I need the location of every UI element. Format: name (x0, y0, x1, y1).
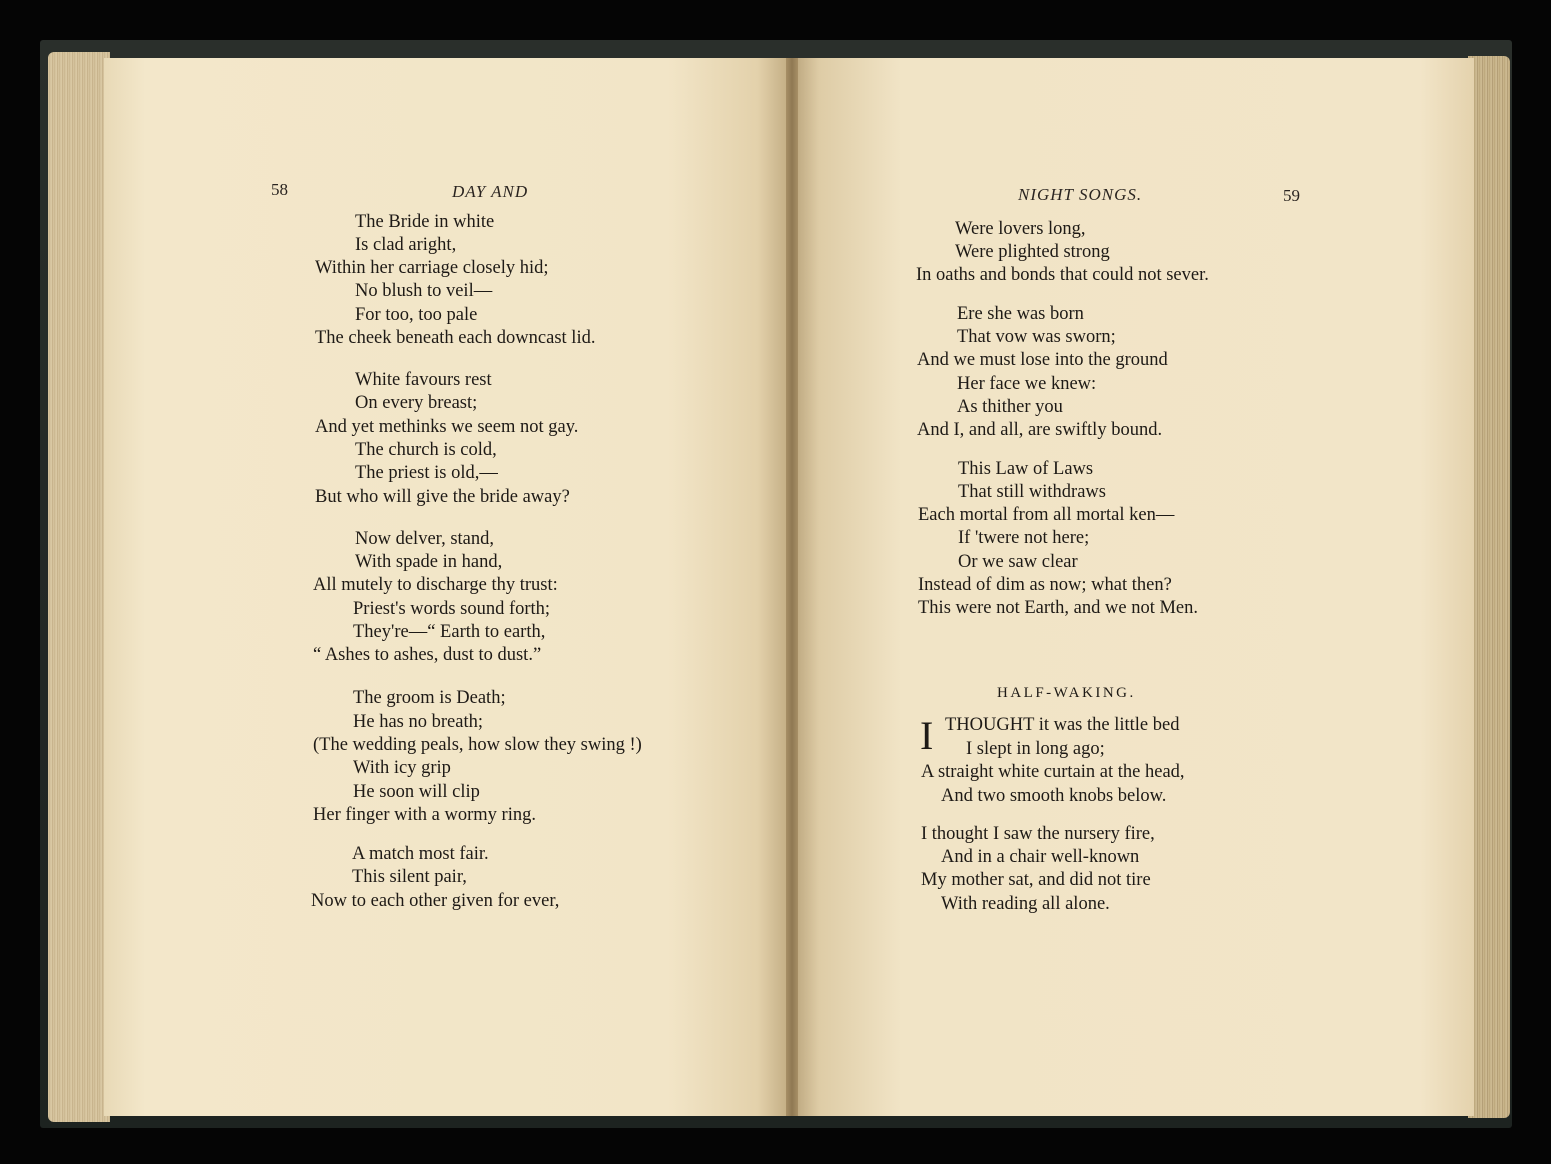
poem-line: And we must lose into the ground (917, 350, 1168, 370)
poem-line: They're—“ Earth to earth, (353, 622, 546, 642)
page-edges-right (1468, 56, 1510, 1118)
poem-line: All mutely to discharge thy trust: (313, 575, 558, 595)
poem-line: Within her carriage closely hid; (315, 258, 549, 278)
poem-line: With reading all alone. (941, 894, 1110, 914)
poem-line: Priest's words sound forth; (353, 599, 551, 619)
drop-cap: I (920, 713, 934, 758)
poem-line: This silent pair, (352, 867, 467, 887)
poem-line: The priest is old,— (355, 463, 498, 483)
poem-line: The cheek beneath each downcast lid. (315, 328, 596, 348)
poem-line: THOUGHT it was the little bed (945, 715, 1180, 735)
poem-line: The groom is Death; (353, 688, 506, 708)
poem-line: Instead of dim as now; what then? (918, 575, 1172, 595)
poem-line: White favours rest (355, 370, 492, 390)
book-gutter (786, 58, 798, 1116)
poem-line: That still withdraws (958, 482, 1106, 502)
poem-line: No blush to veil— (355, 281, 493, 301)
poem-line: This were not Earth, and we not Men. (918, 598, 1198, 618)
poem-line: (The wedding peals, how slow they swing !) (313, 735, 642, 755)
page-number-right: 59 (1283, 186, 1300, 205)
poem-line: He has no breath; (353, 712, 483, 732)
poem-line: A match most fair. (352, 844, 489, 864)
poem-line: And yet methinks we seem not gay. (315, 417, 579, 437)
poem-line: Were plighted strong (955, 242, 1110, 262)
poem-line: Is clad aright, (355, 235, 457, 255)
poem-line: With spade in hand, (355, 552, 503, 572)
poem-line: The Bride in white (355, 212, 495, 232)
poem-line: For too, too pale (355, 305, 478, 325)
poem-line: The church is cold, (355, 440, 497, 460)
poem-line: Or we saw clear (958, 552, 1078, 572)
poem-line: Each mortal from all mortal ken— (918, 505, 1175, 525)
poem-title: HALF-WAKING. (997, 685, 1136, 701)
poem-line: In oaths and bonds that could not sever. (916, 265, 1209, 285)
poem-line: “ Ashes to ashes, dust to dust.” (313, 645, 542, 665)
poem-line: And two smooth knobs below. (941, 786, 1167, 806)
poem-line: A straight white curtain at the head, (921, 762, 1185, 782)
poem-line: Her finger with a wormy ring. (313, 805, 536, 825)
poem-line: Now to each other given for ever, (311, 891, 560, 911)
running-head-right: NIGHT SONGS. (1018, 185, 1143, 204)
page-edges-left (48, 52, 110, 1122)
poem-line: But who will give the bride away? (315, 487, 570, 507)
poem-line: This Law of Laws (958, 459, 1094, 479)
poem-line: Her face we knew: (957, 374, 1097, 394)
poem-line: And I, and all, are swiftly bound. (917, 420, 1163, 440)
poem-line: That vow was sworn; (957, 327, 1116, 347)
poem-line: On every breast; (355, 393, 478, 413)
poem-line: If 'twere not here; (958, 528, 1090, 548)
poem-line: Now delver, stand, (355, 529, 495, 549)
poem-line: He soon will clip (353, 782, 480, 802)
running-head-left: DAY AND (452, 182, 529, 201)
poem-line: And in a chair well-known (941, 847, 1140, 867)
poem-line: I slept in long ago; (966, 739, 1105, 759)
poem-line: I thought I saw the nursery fire, (921, 824, 1155, 844)
poem-line: With icy grip (353, 758, 451, 778)
poem-line: Ere she was born (957, 304, 1084, 324)
page-number-left: 58 (271, 180, 288, 199)
poem-line: Were lovers long, (955, 219, 1086, 239)
poem-line: My mother sat, and did not tire (921, 870, 1151, 890)
poem-line: As thither you (957, 397, 1063, 417)
